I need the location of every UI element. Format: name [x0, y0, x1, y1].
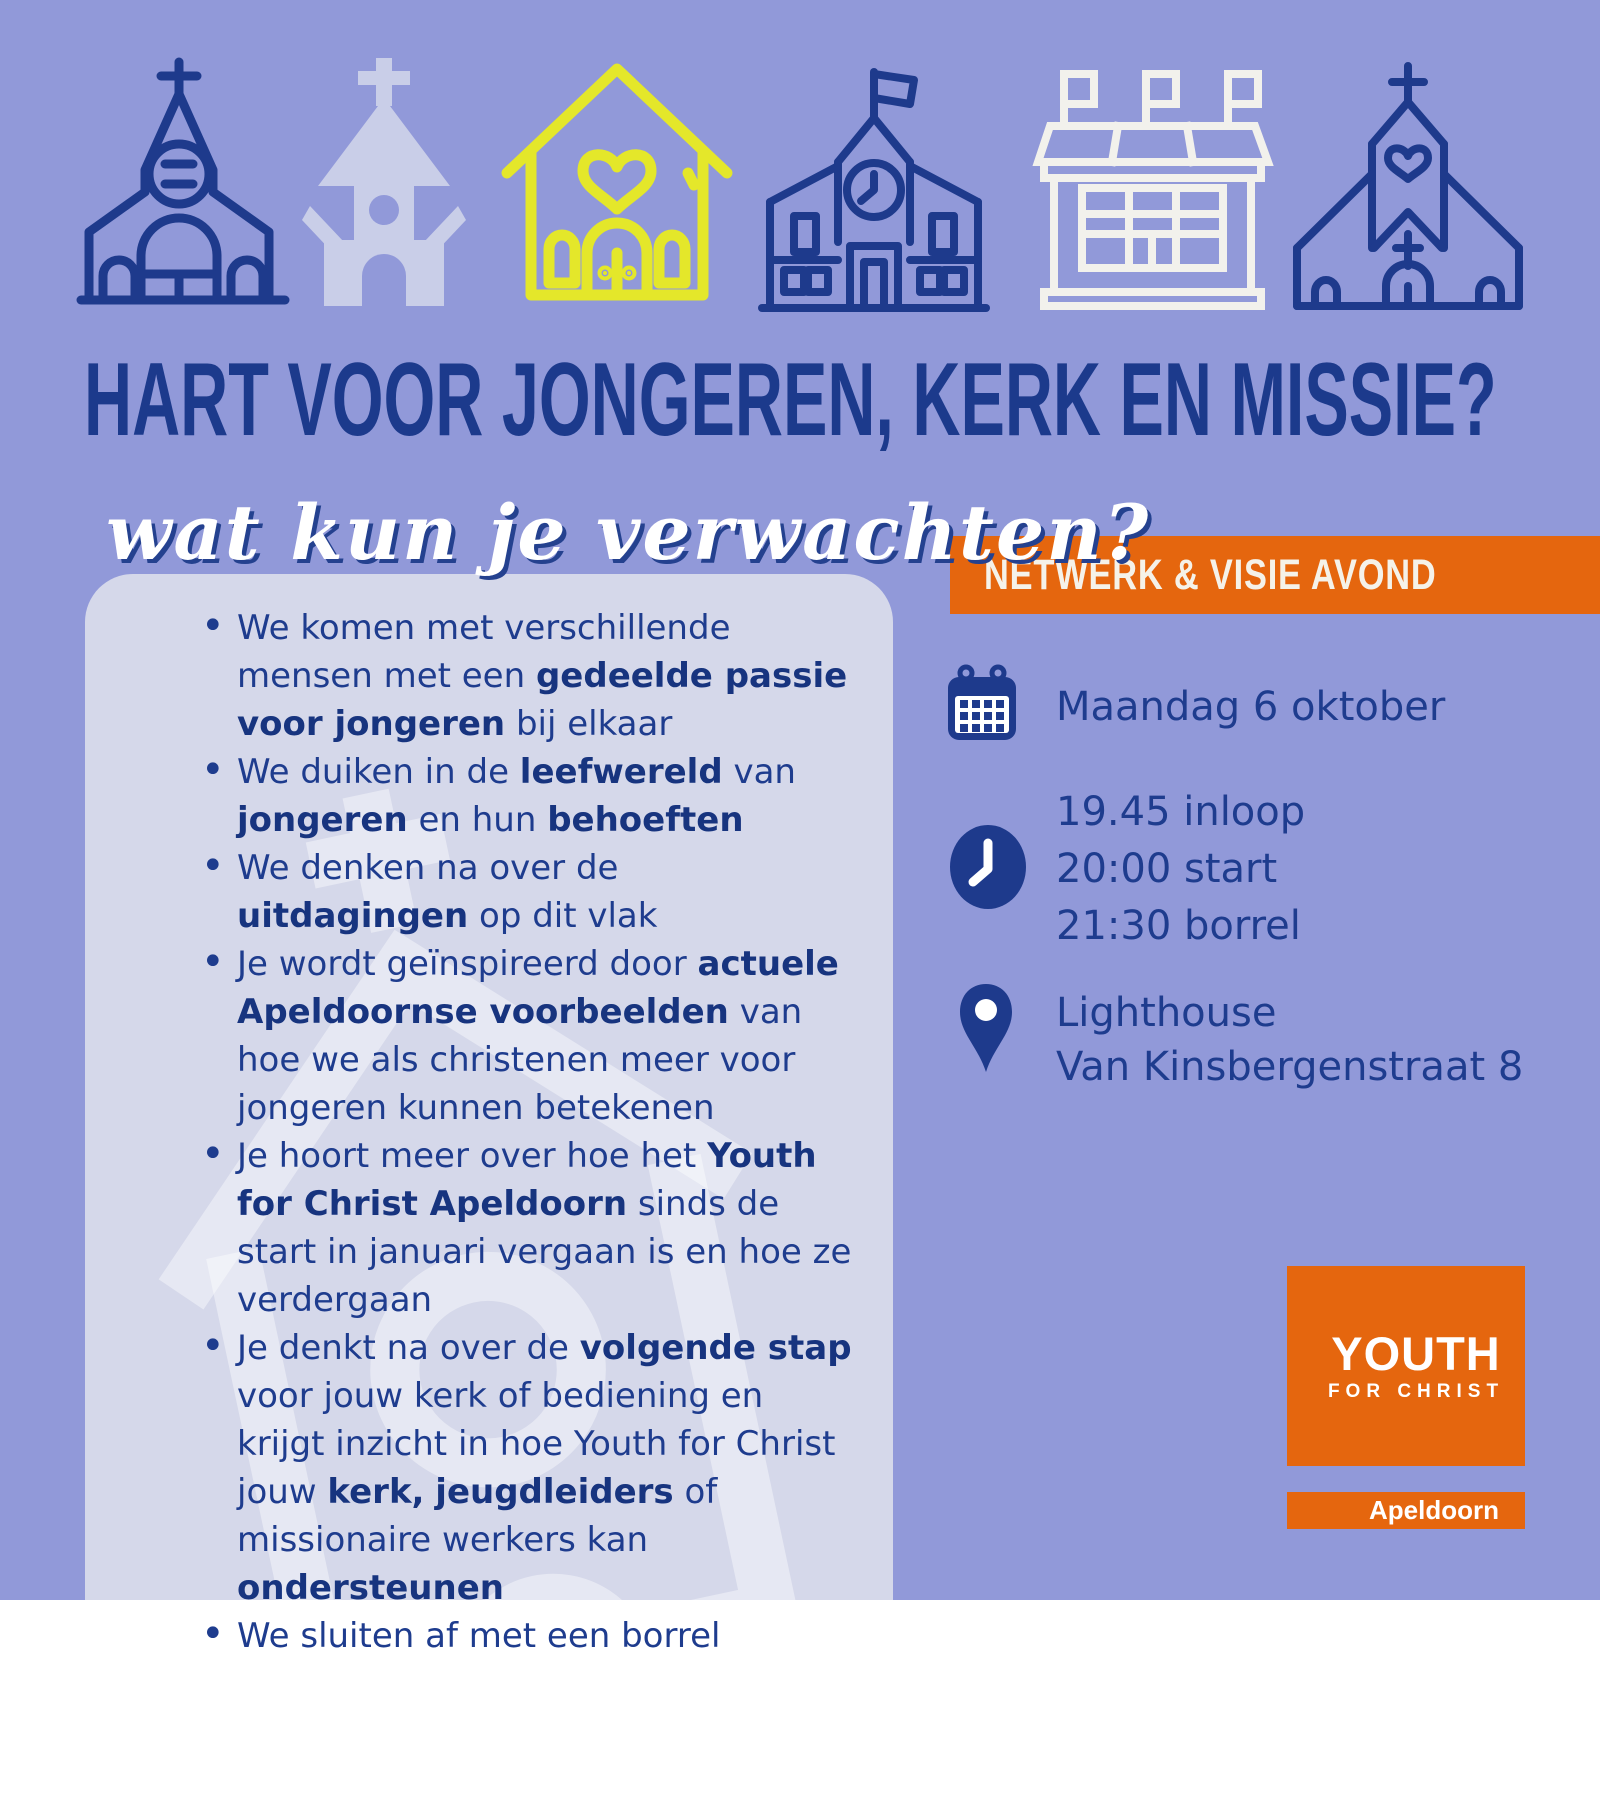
time-line: 20:00 start	[1056, 846, 1278, 892]
page-title: HART VOOR JONGEREN, KERK EN MISSIE?	[84, 342, 1497, 458]
yfc-logo	[1287, 1266, 1525, 1466]
church-cross-outline-icon	[75, 58, 291, 306]
list-item: • Je hoort meer over hoe het Youth for Christ Apeldoorn sinds de start in januari vergaan is en hoe ze verdergaan	[201, 1132, 859, 1324]
storefront-flags-icon	[1030, 62, 1275, 308]
list-item: • We komen met verschillende mensen met een gedeelde passie voor jongeren bij elkaar	[201, 604, 859, 748]
list-item: • Je wordt geïnspireerd door actuele Apeldoornse voorbeelden van hoe we als christenen meer voor jongeren kunnen betekenen	[201, 940, 859, 1132]
list-item: • We denken na over de uitdagingen op dit vlak	[201, 844, 859, 940]
list-item: • We duiken in de leefwereld van jongeren en hun behoeften	[201, 748, 859, 844]
time-line: 21:30 borrel	[1056, 903, 1301, 949]
yfc-logo-youth: YOUTH	[1331, 1326, 1501, 1380]
subtitle-script: wat kun je verwachten?	[106, 488, 1151, 577]
event-times	[1056, 784, 1305, 955]
school-building-icon	[752, 62, 996, 308]
location-pin-icon	[958, 982, 1014, 1074]
church-heart-tower-icon	[1285, 62, 1531, 308]
event-date: Maandag 6 oktober	[1056, 684, 1446, 730]
church-silhouette-icon	[302, 58, 466, 306]
location-line: Van Kinsbergenstraat 8	[1056, 1044, 1524, 1090]
yfc-logo-text	[1327, 1326, 1505, 1403]
list-item: • Je denkt na over de volgende stap voor jouw kerk of bediening en krijgt inzicht in hoe Youth for Christ jouw kerk, jeugdleiders of missionaire werkers kan ondersteunen	[201, 1324, 859, 1612]
expectations-list	[201, 604, 859, 1660]
church-heart-house-icon	[492, 55, 742, 305]
event-location	[1056, 986, 1523, 1094]
calendar-icon	[946, 664, 1018, 742]
time-line: 19.45 inloop	[1056, 789, 1306, 835]
event-banner-label: NETWERK & VISIE AVOND	[984, 551, 1437, 599]
location-line: Lighthouse	[1056, 990, 1277, 1036]
clock-icon	[948, 824, 1028, 910]
yfc-logo-forchrist: FOR CHRIST	[1327, 1380, 1505, 1402]
yfc-region-label: Apeldoorn	[1369, 1495, 1499, 1525]
yfc-region-bar	[1287, 1492, 1525, 1529]
expectations-panel	[85, 574, 893, 1656]
list-item: • We sluiten af met een borrel	[201, 1612, 859, 1660]
